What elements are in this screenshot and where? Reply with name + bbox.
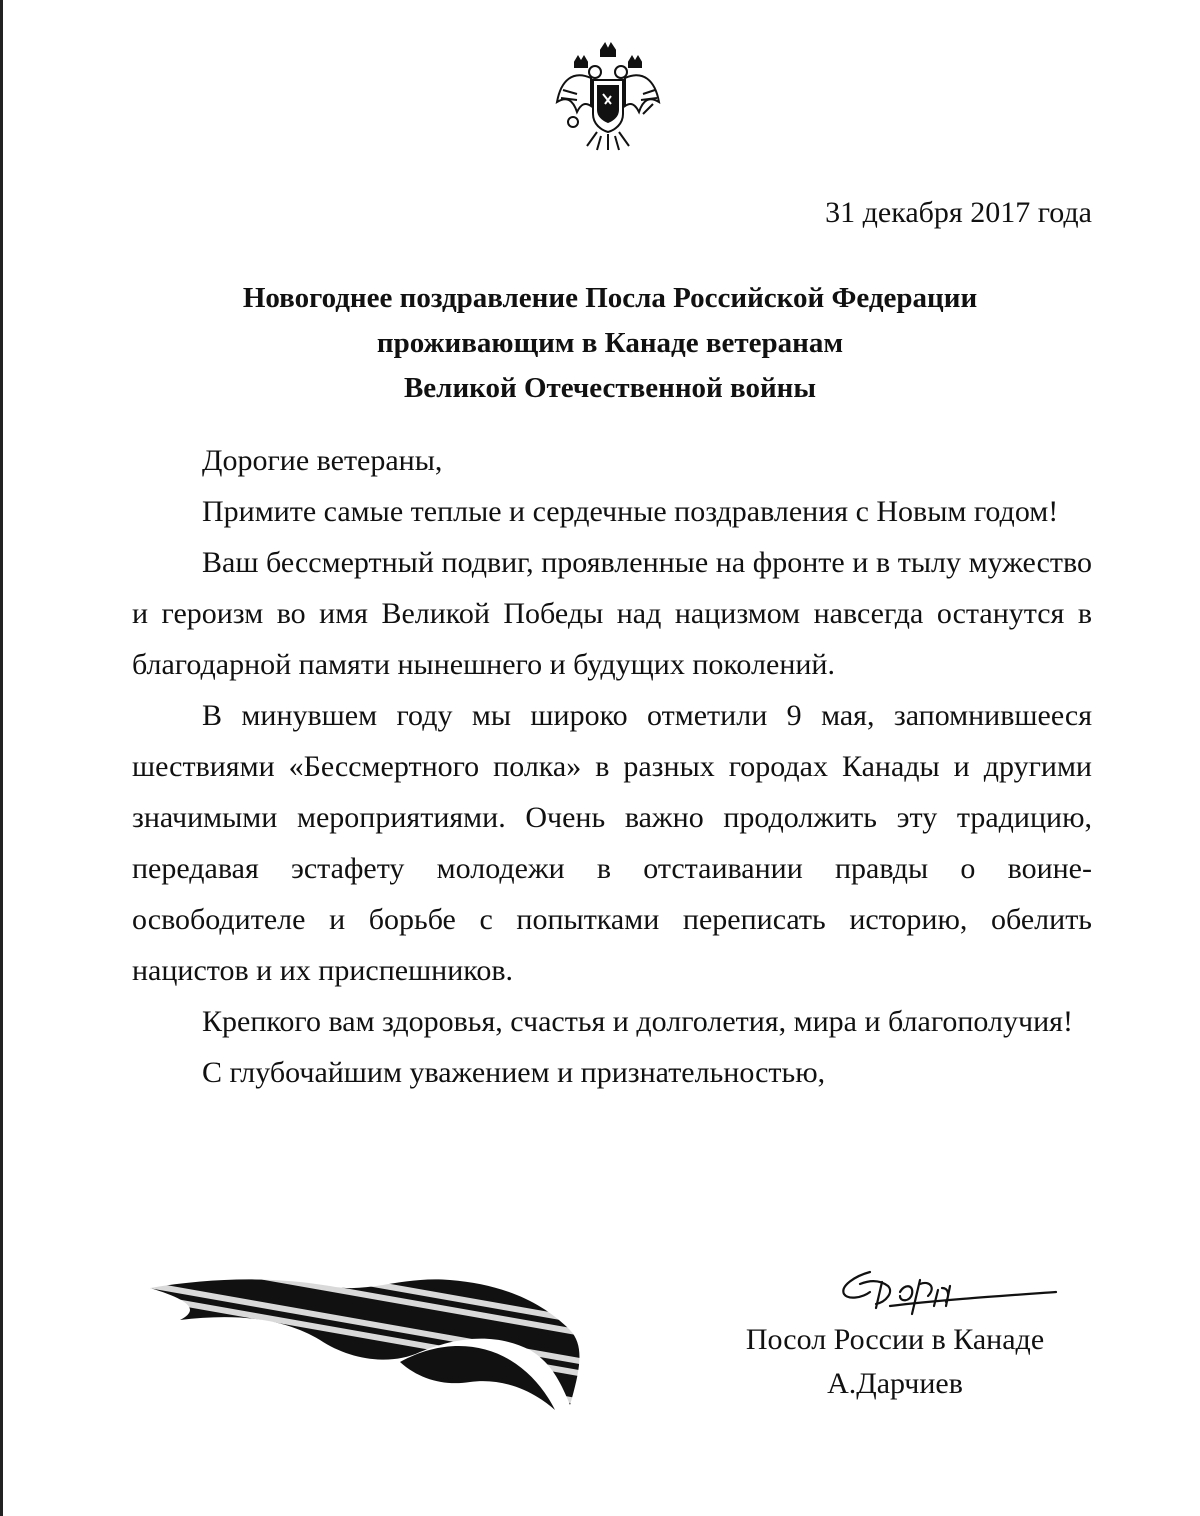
letter-greeting: Дорогие ветераны, bbox=[202, 444, 443, 477]
letter-title bbox=[130, 276, 1090, 411]
paragraph: Крепкого вам здоровья, счастья и долголетия, мира и благополучия! bbox=[202, 1005, 1073, 1038]
scan-edge-line bbox=[0, 0, 3, 1516]
title-line: Великой Отечественной войны bbox=[403, 372, 817, 404]
ambassador-position: Посол России в Канаде bbox=[745, 1323, 1045, 1356]
paragraph: В минувшем году мы широко отметили 9 мая, запомнившееся шествиями «Бессмертного полка» в разных городах Канады и другими значимыми мероприятиями. Очень важно продолжить эту традицию, передавая эстафету молодежи в отстаивании правды о воине-освободителе и борьбе с попытками переписать историю, обелить нацистов и их приспешников. bbox=[132, 699, 1092, 987]
title-line: Новогоднее поздравление Посла Российской Федерации bbox=[242, 282, 978, 314]
title-line: проживающим в Канаде ветеранам bbox=[376, 327, 844, 359]
coat-of-arms-icon bbox=[553, 40, 663, 155]
st-george-ribbon-icon bbox=[150, 1270, 590, 1415]
closing-line: С глубочайшим уважением и признательностью, bbox=[202, 1056, 826, 1089]
handwritten-signature bbox=[830, 1262, 1060, 1322]
letter-date: 31 декабря 2017 года bbox=[825, 196, 1092, 229]
signature-block bbox=[700, 1318, 1090, 1406]
paragraph: Ваш бессмертный подвиг, проявленные на фронте и в тылу мужество и героизм во имя Великой Победы над нацизмом навсегда останутся в благодарной памяти нынешнего и будущих поколений. bbox=[132, 546, 1092, 681]
ambassador-name: А.Дарчиев bbox=[827, 1367, 963, 1400]
paragraph: Примите самые теплые и сердечные поздравления с Новым годом! bbox=[202, 495, 1059, 528]
letter-body bbox=[132, 435, 1092, 1098]
